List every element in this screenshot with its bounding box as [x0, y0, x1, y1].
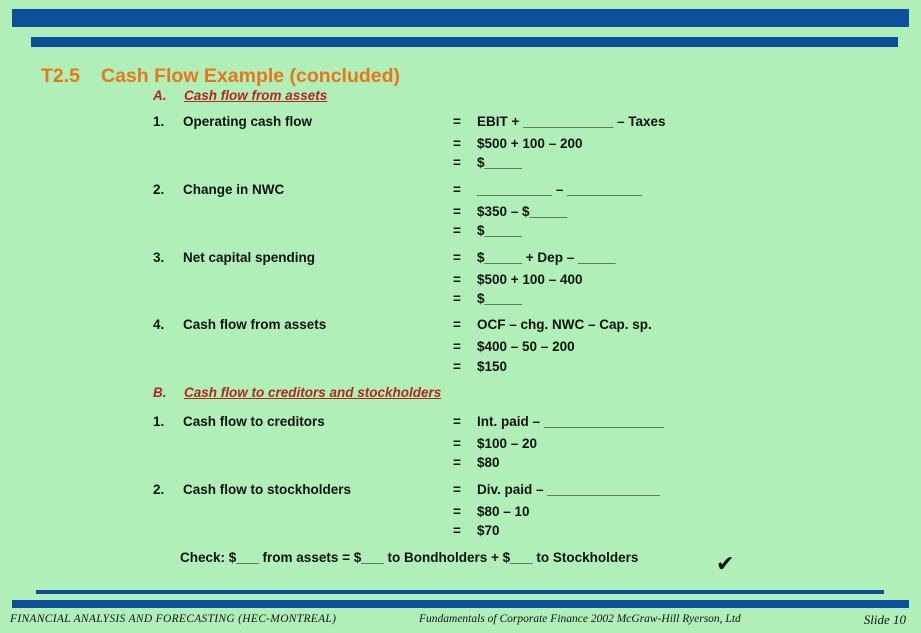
equals-sign: = [453, 114, 461, 129]
item-a1-line1: EBIT + ____________ – Taxes [477, 114, 666, 129]
item-a3-line3: $_____ [477, 291, 523, 306]
footer-source: Fundamentals of Corporate Finance 2002 McGraw-Hill Ryerson, Ltd [419, 613, 741, 625]
equals-sign: = [453, 455, 461, 470]
item-a1-line3: $_____ [477, 155, 523, 170]
item-a2-line1: __________ – __________ [477, 182, 643, 197]
item-b2-label: 2. Cash flow to stockholders [153, 482, 352, 497]
section-b-heading: B. Cash flow to creditors and stockholders [153, 385, 442, 400]
item-b2-line2: $80 – 10 [477, 504, 530, 519]
item-a4-line2: $400 – 50 – 200 [477, 339, 575, 354]
equals-sign: = [453, 272, 461, 287]
item-a2-label: 2. Change in NWC [153, 182, 285, 197]
slide-title-text: Cash Flow Example (concluded) [101, 65, 401, 87]
item-a1-line2: $500 + 100 – 200 [477, 136, 583, 151]
item-a2-line3: $_____ [477, 223, 523, 238]
equals-sign: = [453, 504, 461, 519]
footer-course: FINANCIAL ANALYSIS AND FORECASTING (HEC-MONTREAL) [10, 613, 337, 625]
equals-sign: = [453, 482, 461, 497]
footer-rule-thin [36, 590, 884, 594]
equals-sign: = [453, 317, 461, 332]
equals-sign: = [453, 523, 461, 538]
item-a4-label: 4. Cash flow from assets [153, 317, 327, 332]
item-a3-label: 3. Net capital spending [153, 250, 316, 265]
item-a3-line2: $500 + 100 – 400 [477, 272, 583, 287]
equals-sign: = [453, 250, 461, 265]
equals-sign: = [453, 359, 461, 374]
header-bar-bottom [31, 37, 898, 47]
equals-sign: = [453, 136, 461, 151]
footer [10, 612, 906, 628]
footer-bar [12, 600, 909, 608]
slide-title-number: T2.5 [41, 65, 81, 87]
equals-sign: = [453, 436, 461, 451]
checkmark-icon: ✔ [716, 552, 735, 577]
equals-sign: = [453, 414, 461, 429]
equals-sign: = [453, 339, 461, 354]
item-b2-line3: $70 [477, 523, 500, 538]
item-a3-line1: $_____ + Dep – _____ [477, 250, 616, 265]
section-a-heading: A. Cash flow from assets [153, 88, 328, 103]
slide-number: Slide 10 [863, 612, 906, 627]
item-b1-line3: $80 [477, 455, 500, 470]
item-b1-label: 1. Cash flow to creditors [153, 414, 325, 429]
equals-sign: = [453, 155, 461, 170]
slide-title [41, 65, 400, 88]
item-b1-line1: Int. paid – ________________ [477, 414, 664, 429]
equals-sign: = [453, 204, 461, 219]
item-b1-line2: $100 – 20 [477, 436, 538, 451]
check-line: Check: $___ from assets = $___ to Bondholders + $___ to Stockholders [180, 550, 639, 565]
item-a1-label: 1. Operating cash flow [153, 114, 313, 129]
equals-sign: = [453, 182, 461, 197]
item-a4-line3: $150 [477, 359, 508, 374]
item-b2-line1: Div. paid – _______________ [477, 482, 660, 497]
item-a4-line1: OCF – chg. NWC – Cap. sp. [477, 317, 652, 332]
equals-sign: = [453, 223, 461, 238]
equals-sign: = [453, 291, 461, 306]
item-a2-line2: $350 – $_____ [477, 204, 568, 219]
header-bar-top [12, 9, 909, 27]
